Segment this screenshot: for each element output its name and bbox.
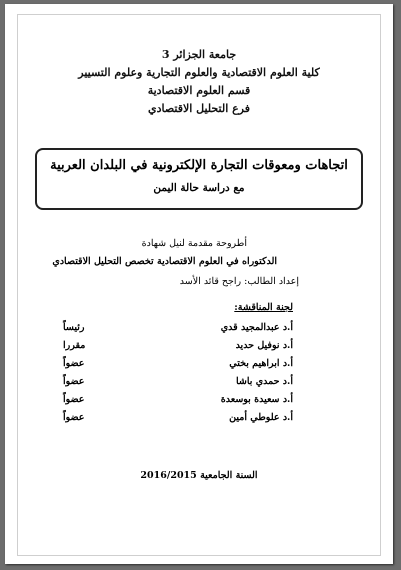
member-role: عضواً [63,358,85,369]
department-name: قسم العلوم الاقتصادية [147,84,251,97]
faculty-name: كلية العلوم الاقتصادية والعلوم التجارية وعلوم التسيير [78,66,320,79]
thesis-statement: أطروحة مقدمة لنيل شهادة [141,238,247,249]
degree-line: الدكتوراه في العلوم الاقتصادية تخصص التحليل الاقتصادي [52,256,277,267]
member-role: مقررا [63,340,86,351]
member-name: أ.د ابراهيم بختي [229,358,293,369]
member-name: أ.د سعيدة بوسعدة [220,394,293,405]
member-role: رئيساً [63,322,85,333]
member-role: عضواً [63,376,85,387]
member-role: عضواً [63,412,85,423]
member-name: أ.د علوطي أمين [229,412,293,423]
member-name: أ.د عبدالمجيد قدي [220,322,293,333]
committee-member [5,376,393,390]
member-role: عضواً [63,394,85,405]
document-page [5,4,393,564]
branch-name: فرع التحليل الاقتصادي [148,102,250,115]
thesis-subtitle: مع دراسة حالة اليمن [153,182,245,194]
thesis-title: اتجاهات ومعوقات التجارة الإلكترونية في البلدان العربية [50,158,348,173]
prepared-by: إعداد الطالب: راجح قائد الأسد [179,276,299,287]
academic-year: السنة الجامعية 2016/2015 [140,470,258,481]
committee-member [5,322,393,336]
committee-member [5,412,393,426]
title-box [35,148,363,210]
university-name: جامعة الجزائر 3 [161,48,237,61]
member-name: أ.د حمدي باشا [236,376,293,387]
committee-label: لجنة المناقشة: [234,302,293,313]
committee-member [5,394,393,408]
committee-member [5,340,393,354]
committee-member [5,358,393,372]
member-name: أ.د نوفيل حديد [235,340,293,351]
